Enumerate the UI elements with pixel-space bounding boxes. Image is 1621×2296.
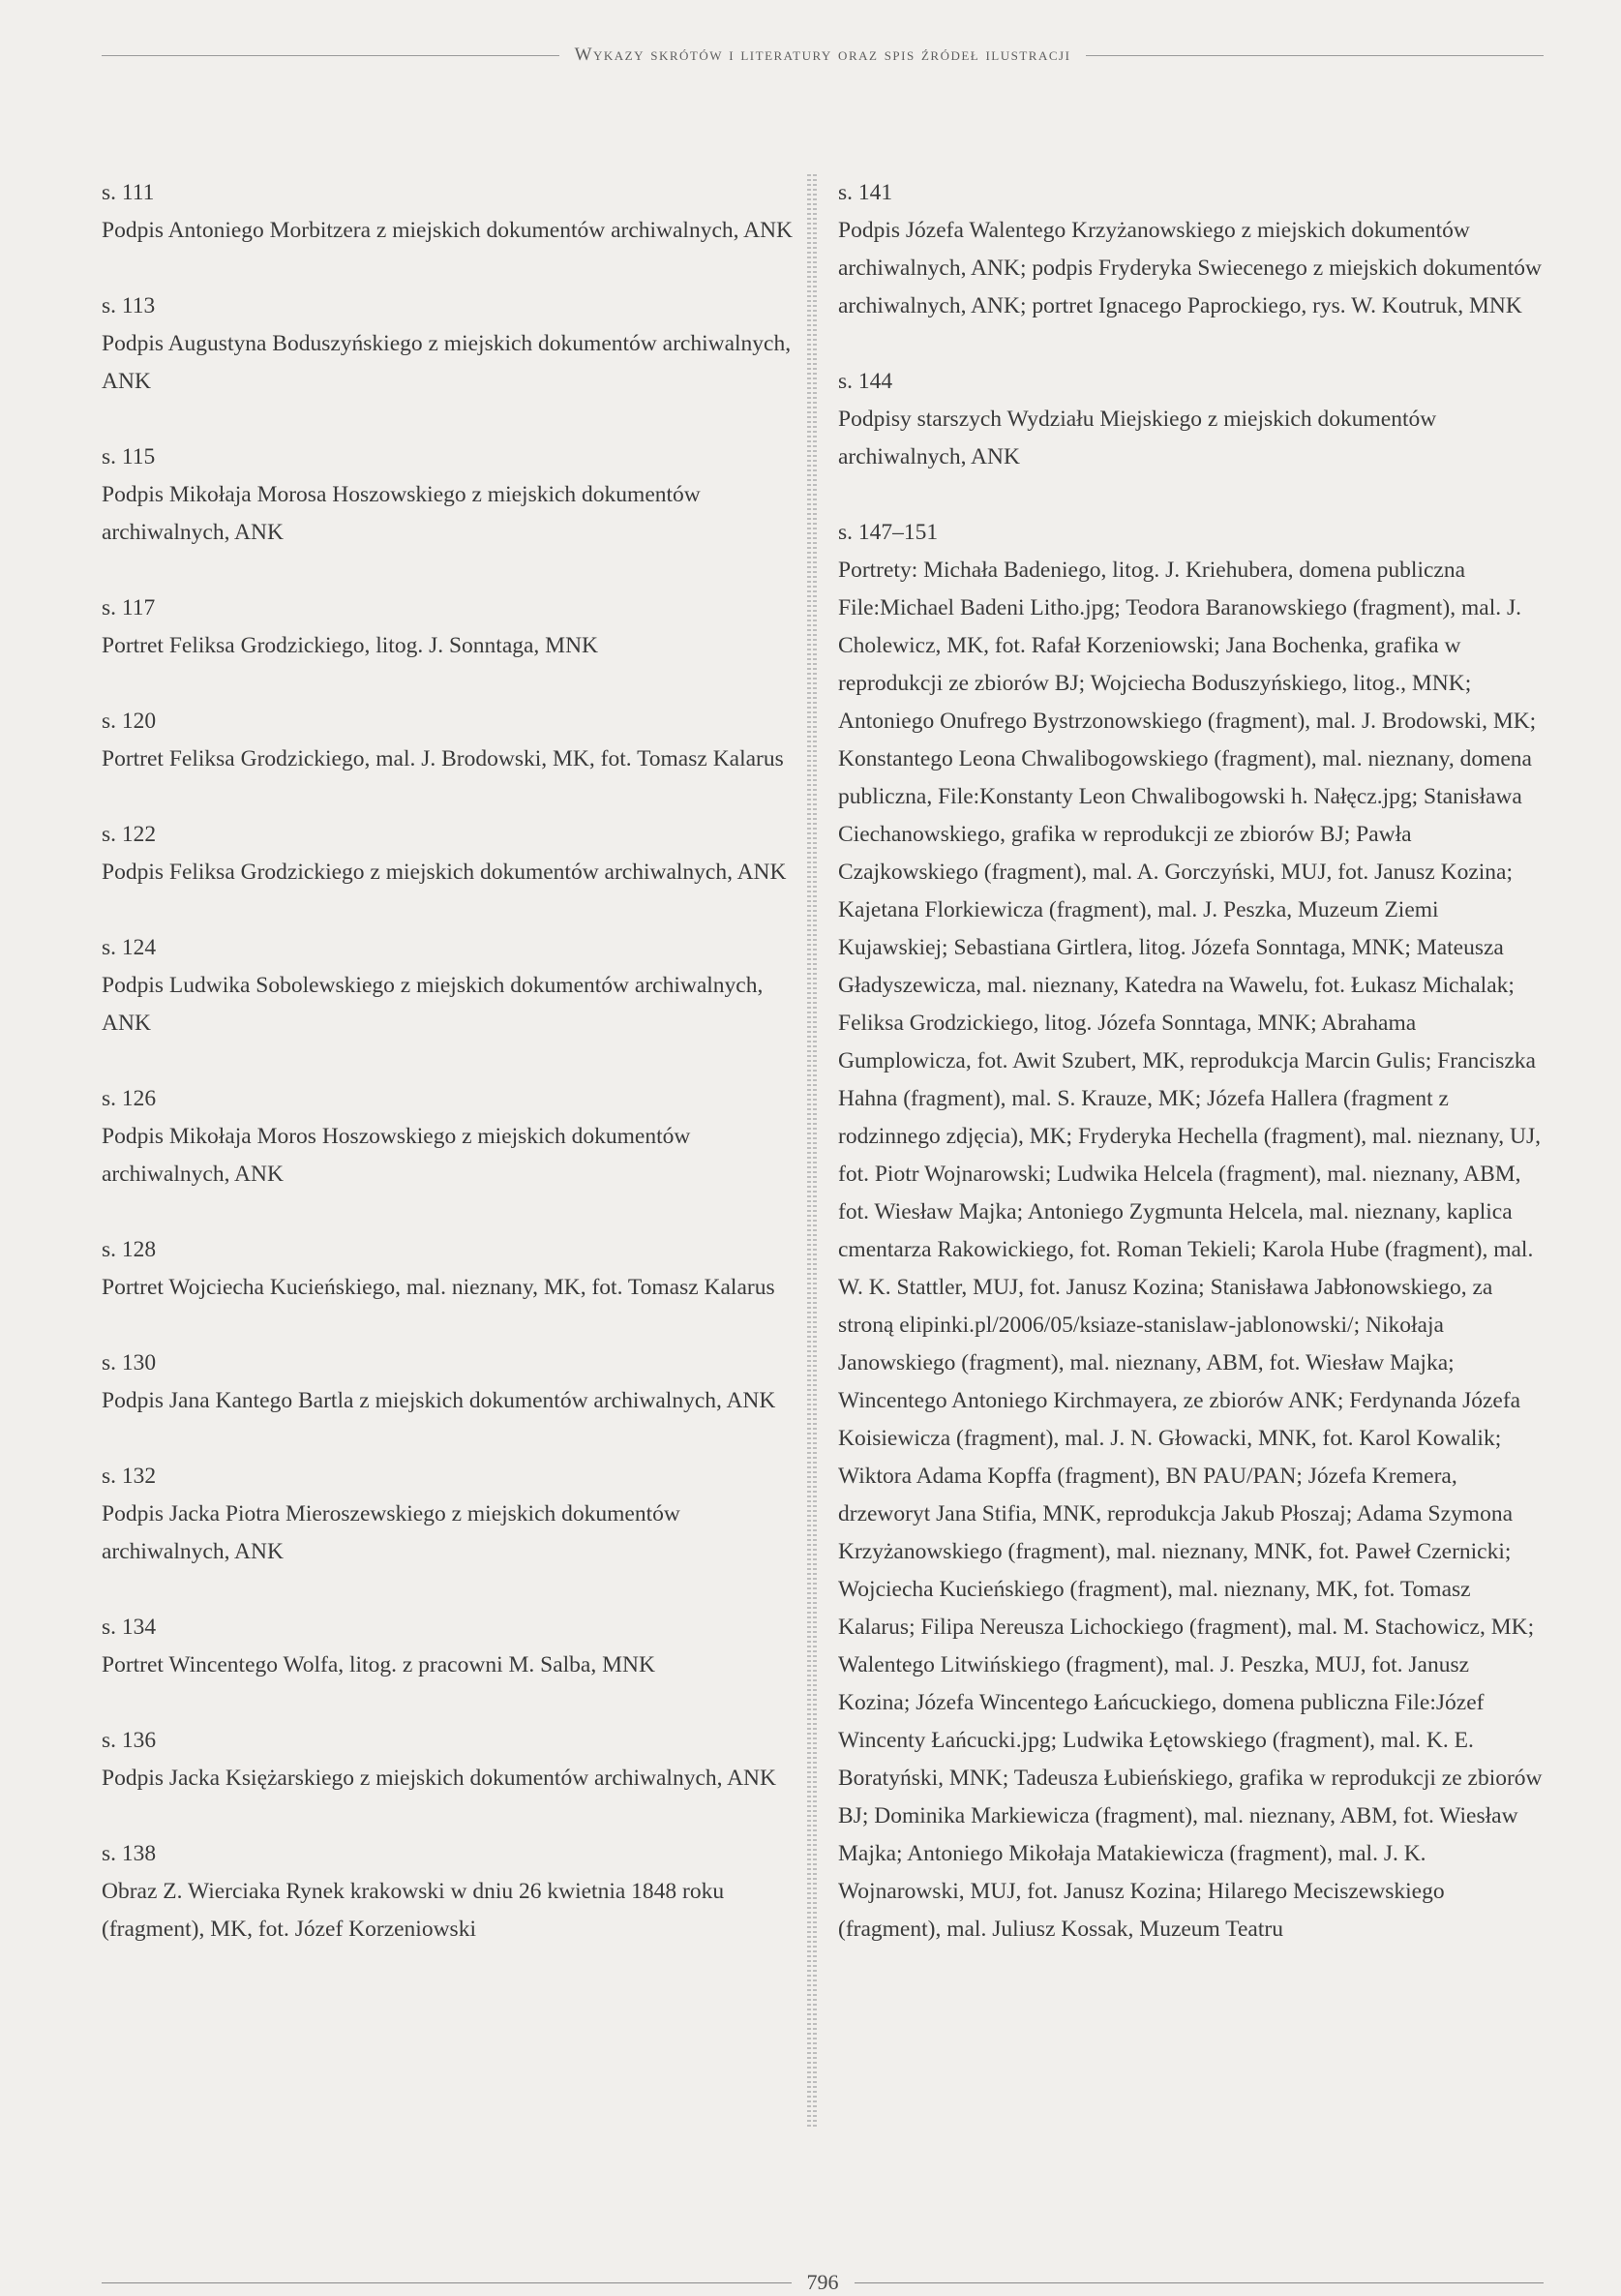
page-footer [102, 2270, 1544, 2295]
entry-description: Obraz Z. Wierciaka Rynek krakowski w dniu 26 kwietnia 1848 roku (fragment), MK, fot. Józef Korzeniowski [102, 1879, 725, 1942]
entry-page: s. 120 [102, 709, 157, 734]
list-item [102, 287, 798, 401]
footer-rule-left [102, 2282, 792, 2283]
entry-description: Podpis Jana Kantego Bartla z miejskich dokumentów archiwalnych, ANK [102, 1388, 776, 1413]
entry-description: Podpisy starszych Wydziału Miejskiego z miejskich dokumentów archiwalnych, ANK [838, 407, 1437, 469]
entry-description: Podpis Mikołaja Morosa Hoszowskiego z miejskich dokumentów archiwalnych, ANK [102, 482, 701, 545]
entry-page: s. 132 [102, 1464, 157, 1489]
list-item [102, 1080, 798, 1193]
entry-page: s. 134 [102, 1615, 157, 1640]
entry-page: s. 130 [102, 1350, 157, 1375]
list-item [102, 589, 798, 665]
entry-description: Podpis Feliksa Grodzickiego z miejskich dokumentów archiwalnych, ANK [102, 860, 787, 885]
entry-page: s. 144 [838, 369, 893, 394]
entry-page: s. 124 [102, 935, 157, 960]
list-item [102, 1722, 798, 1798]
entry-page: s. 126 [102, 1086, 157, 1111]
left-column [102, 174, 798, 1986]
entry-page: s. 111 [102, 180, 155, 205]
entry-description: Podpis Ludwika Sobolewskiego z miejskich dokumentów archiwalnych, ANK [102, 973, 764, 1036]
list-item [102, 929, 798, 1042]
header-rule-right [1086, 55, 1544, 56]
list-item [102, 816, 798, 891]
list-item [838, 363, 1545, 476]
header-title: Wykazy skrótów i literatury oraz spis źródeł ilustracji [574, 45, 1071, 65]
running-header [102, 41, 1544, 70]
list-item [838, 514, 1545, 1949]
list-item [102, 1344, 798, 1420]
page-number: 796 [806, 2270, 839, 2294]
right-column [838, 174, 1545, 1986]
entry-description: Podpis Augustyna Boduszyńskiego z miejskich dokumentów archiwalnych, ANK [102, 331, 792, 394]
entry-page: s. 138 [102, 1841, 157, 1866]
entry-description: Podpis Jacka Piotra Mieroszewskiego z miejskich dokumentów archiwalnych, ANK [102, 1501, 680, 1564]
entry-description: Podpis Jacka Księżarskiego z miejskich dokumentów archiwalnych, ANK [102, 1766, 777, 1791]
list-item [102, 174, 798, 250]
entry-description: Portret Feliksa Grodzickiego, litog. J. Sonntaga, MNK [102, 633, 599, 658]
entry-page: s. 141 [838, 180, 893, 205]
entry-page: s. 115 [102, 444, 156, 469]
list-item [102, 703, 798, 778]
list-item [102, 1609, 798, 1684]
entry-page: s. 147–151 [838, 520, 939, 545]
entry-page: s. 136 [102, 1728, 157, 1753]
list-item [838, 174, 1545, 325]
entry-description: Portret Wojciecha Kucieńskiego, mal. nieznany, MK, fot. Tomasz Kalarus [102, 1275, 775, 1300]
entry-description: Portrety: Michała Badeniego, litog. J. Kriehubera, domena publiczna File:Michael Badeni Litho.jpg; Teodora Baranowskiego (fragment), mal. J. Cholewicz, MK, fot. Rafał Korzeniowski; Jana Bochenka, grafika w reprodukcji ze zbiorów BJ; Wojciecha Boduszyńskiego, litog., MNK; Antoniego Onufrego Bystrzonowskiego (fragment), mal. J. Brodowski, MK; Konstantego Leona Chwalibogowskiego (fragment), mal. nieznany, domena publiczna, File:Konstanty Leon Chwalibogowski h. Nałęcz.jpg; Stanisława Ciechanowskiego, grafika w reprodukcji ze zbiorów BJ; Pawła Czajkowskiego (fragment), mal. A. Gorczyński, MUJ, fot. Janusz Kozina; Kajetana Florkiewicza (fragment), mal. J. Peszka, Muzeum Ziemi Kujawskiej; Sebastiana Girtlera, litog. Józefa Sonntaga, MNK; Mateusza Gładyszewicza, mal. nieznany, Katedra na Wawelu, fot. Łukasz Michalak; Feliksa Grodzickiego, litog. Józefa Sonntaga, MNK; Abrahama Gumplowicza, fot. Awit Szubert, MK, reprodukcja Marcin Gulis; Franciszka Hahna (fragment), mal. S. Krauze, MK; Józefa Hallera (fragment z rodzinnego zdjęcia), MK; Fryderyka Hechella (fragment), mal. nieznany, UJ, fot. Piotr Wojnarowski; Ludwika Helcela (fragment), mal. nieznany, ABM, fot. Wiesław Majka; Antoniego Zygmunta Helcela, mal. nieznany, kaplica cmentarza Rakowickiego, fot. Roman Tekieli; Karola Hube (fragment), mal. W. K. Stattler, MUJ, fot. Janusz Kozina; Stanisława Jabłonowskiego, za stroną elipinki.pl/2006/05/ksiaze-stanislaw-jablonowski/; Nikołaja Janowskiego (fragment), mal. nieznany, ABM, fot. Wiesław Majka; Wincentego Antoniego Kirchmayera, ze zbiorów ANK; Ferdynanda Józefa Koisiewicza (fragment), mal. J. N. Głowacki, MNK, fot. Karol Kowalik; Wiktora Adama Kopffa (fragment), BN PAU/PAN; Józefa Kremera, drzeworyt Jana Stifia, MNK, reprodukcja Jakub Płoszaj; Adama Szymona Krzyżanowskiego (fragment), mal. nieznany, MNK, fot. Paweł Czernicki; Wojciecha Kucieńskiego (fragment), mal. nieznany, MK, fot. Tomasz Kalarus; Filipa Nereusza Lichockiego (fragment), mal. M. Stachowicz, MK; Walentego Litwińskiego (fragment), mal. J. Peszka, MUJ, fot. Janusz Kozina; Józefa Wincentego Łańcuckiego, domena publiczna File:Józef Wincenty Łańcucki.jpg; Ludwika Łętowskiego (fragment), mal. K. E. Boratyński, MNK; Tadeusza Łubieńskiego, grafika w reprodukcji ze zbiorów BJ; Dominika Markiewicza (fragment), mal. nieznany, ABM, fot. Wiesław Majka; Antoniego Mikołaja Matakiewicza (fragment), mal. J. K. Wojnarowski, MUJ, fot. Janusz Kozina; Hilarego Meciszewskiego (fragment), mal. Juliusz Kossak, Muzeum Teatru [838, 558, 1543, 1942]
column-divider [807, 174, 817, 2130]
entry-description: Podpis Antoniego Morbitzera z miejskich dokumentów archiwalnych, ANK [102, 218, 794, 243]
entry-description: Portret Feliksa Grodzickiego, mal. J. Brodowski, MK, fot. Tomasz Kalarus [102, 746, 784, 771]
footer-rule-right [855, 2282, 1545, 2283]
list-item [102, 1835, 798, 1949]
list-item [102, 1458, 798, 1571]
header-rule-left [102, 55, 559, 56]
entry-page: s. 117 [102, 595, 156, 620]
entry-page: s. 113 [102, 293, 156, 318]
entry-page: s. 122 [102, 822, 157, 847]
entry-description: Portret Wincentego Wolfa, litog. z pracowni M. Salba, MNK [102, 1652, 655, 1677]
entry-description: Podpis Józefa Walentego Krzyżanowskiego z miejskich dokumentów archiwalnych, ANK; podpis Fryderyka Swiecenego z miejskich dokumentów archiwalnych, ANK; portret Ignacego Paprockiego, rys. W. Koutruk, MNK [838, 218, 1543, 318]
entry-description: Podpis Mikołaja Moros Hoszowskiego z miejskich dokumentów archiwalnych, ANK [102, 1124, 691, 1187]
list-item [102, 1231, 798, 1307]
entry-page: s. 128 [102, 1237, 157, 1262]
list-item [102, 438, 798, 552]
